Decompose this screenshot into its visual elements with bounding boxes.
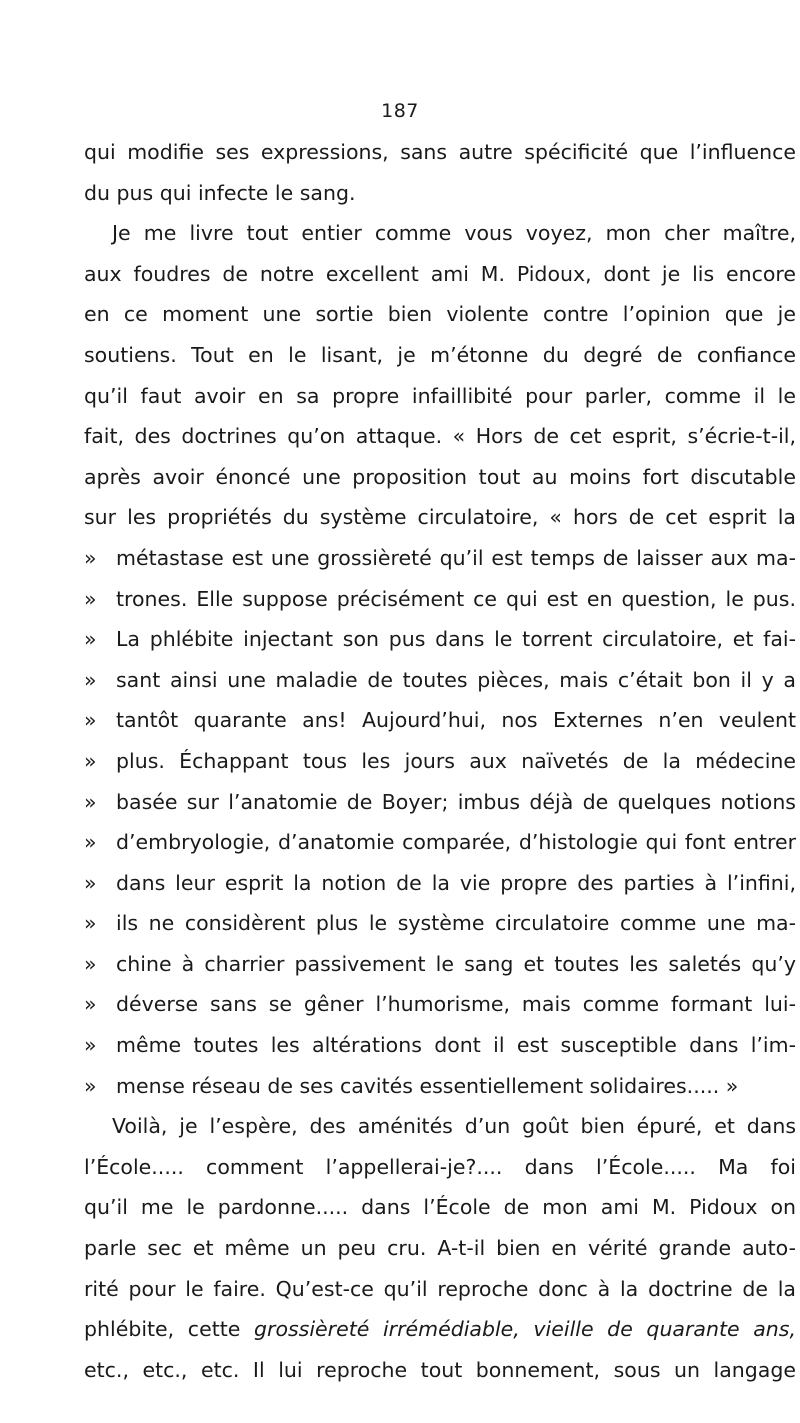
quoted-line [84,863,796,904]
page-number: 187 [381,100,419,122]
quote-mark: » [84,586,97,611]
text-line: du pus qui infecte le sang. [84,180,356,205]
quoted-text: ils ne considèrent plus le système circulatoire comme une ma- [116,911,796,936]
quoted-line [84,984,796,1025]
quoted-line [84,741,796,782]
quoted-line [84,700,796,741]
quoted-text: d’embryologie, d’anatomie comparée, d’histologie qui font entrer [116,830,796,855]
quoted-line [84,619,796,660]
quoted-text: déverse sans se gêner l’humorisme, mais comme formant lui- [116,992,796,1017]
quoted-text: tantôt quarante ans! Aujourd’hui, nos Externes n’en veulent [116,708,796,733]
quote-mark: » [84,1033,97,1058]
text-line: après avoir énoncé une proposition tout au moins fort discutable [84,464,796,489]
paragraph-start-line: Je me livre tout entier comme vous voyez, mon cher maître, [112,221,796,246]
text-line-with-italic [84,1309,796,1350]
quoted-text: mense réseau de ses cavités essentiellement solidaires..... » [116,1073,739,1098]
quote-mark: » [84,748,97,773]
quoted-text: trones. Elle suppose précisément ce qui est en question, le pus. [116,586,796,611]
quoted-text: La phlébite injectant son pus dans le torrent circulatoire, et fai- [116,627,796,652]
quoted-text: dans leur esprit la notion de la vie propre des parties à l’infini, [116,870,796,895]
quoted-line [84,660,796,701]
quoted-line [84,822,796,863]
quoted-text: chine à charrier passivement le sang et toutes les saletés qu’y [116,951,796,976]
quote-mark: » [84,789,97,814]
italic-phrase: grossièreté irrémédiable, vieille de quarante ans, [254,1317,796,1342]
quote-mark: » [84,830,97,855]
text-line: fait, des doctrines qu’on attaque. « Hors de cet esprit, s’écrie-t-il, [84,424,796,449]
text-line: sur les propriétés du système circulatoire, « hors de cet esprit la [84,505,796,530]
quoted-text: basée sur l’anatomie de Boyer; imbus déjà de quelques notions [116,789,796,814]
text-line: qu’il me le pardonne..... dans l’École de mon ami M. Pidoux on [84,1195,796,1220]
quote-mark: » [84,1073,97,1098]
quote-mark: » [84,951,97,976]
text-segment: phlébite, cette [84,1317,254,1342]
text-line: aux foudres de notre excellent ami M. Pidoux, dont je lis encore [84,261,796,286]
text-line: qui modifie ses expressions, sans autre spécificité que l’influence [84,140,796,164]
text-line: l’École..... comment l’appellerai-je?.... dans l’École..... Ma foi [84,1154,796,1179]
quote-mark: » [84,627,97,652]
quote-mark: » [84,911,97,936]
quoted-line [84,782,796,823]
text-line: rité pour le faire. Qu’est-ce qu’il reproche donc à la doctrine de la [84,1276,796,1301]
body-text [84,132,796,1390]
quote-mark: » [84,870,97,895]
quoted-line [84,579,796,620]
quote-mark: » [84,545,97,570]
quoted-line [84,944,796,985]
quote-mark: » [84,667,97,692]
quoted-text: sant ainsi une maladie de toutes pièces, mais c’était bon il y a [116,667,796,692]
quote-mark: » [84,992,97,1017]
quoted-line [84,1066,796,1107]
text-line: qu’il faut avoir en sa propre infaillibité pour parler, comme il le [84,383,796,408]
quote-mark: » [84,708,97,733]
quoted-line [84,538,796,579]
text-line: en ce moment une sortie bien violente contre l’opinion que je [84,302,796,327]
text-line: soutiens. Tout en le lisant, je m’étonne du degré de confiance [84,342,796,367]
text-line: parle sec et même un peu cru. A-t-il bien en vérité grande auto- [84,1236,796,1261]
quoted-line [84,1025,796,1066]
quoted-line [84,903,796,944]
quoted-text: plus. Échappant tous les jours aux naïvetés de la médecine [116,748,796,773]
quoted-text: même toutes les altérations dont il est susceptible dans l’im- [116,1033,796,1058]
quoted-text: métastase est une grossièreté qu’il est temps de laisser aux ma- [116,545,796,570]
paragraph-start-line: Voilà, je l’espère, des aménités d’un goût bien épuré, et dans [112,1114,796,1139]
text-line: etc., etc., etc. Il lui reproche tout bonnement, sous un langage [84,1357,796,1382]
